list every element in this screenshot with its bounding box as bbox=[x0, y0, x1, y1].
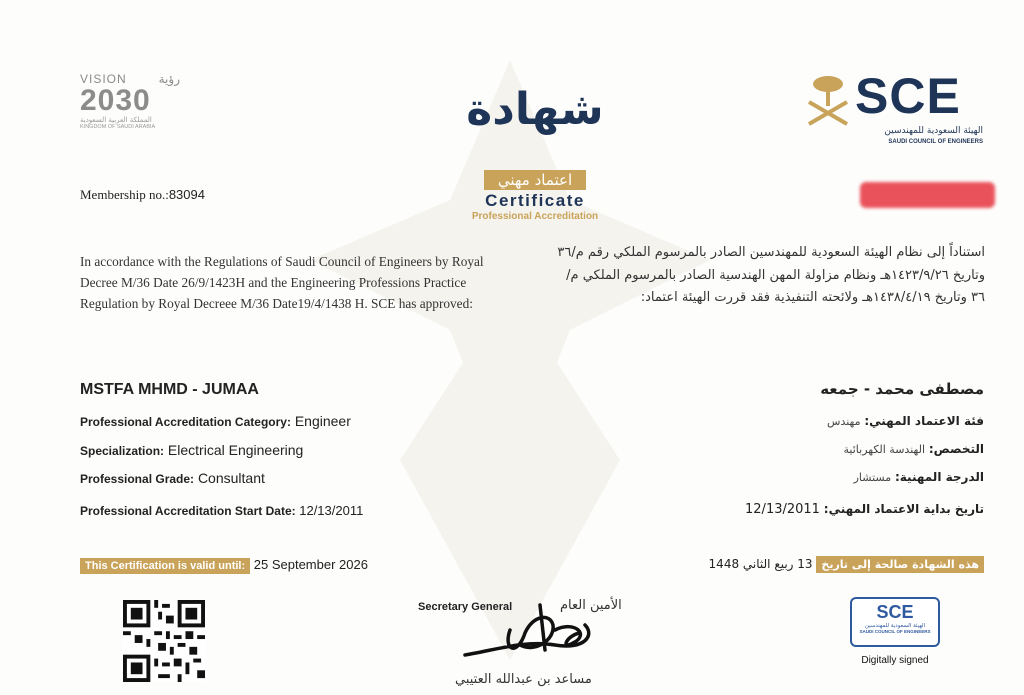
qr-code bbox=[123, 600, 205, 682]
vision-kingdom-en: KINGDOM OF SAUDI ARABIA bbox=[80, 124, 156, 130]
validity-value: 25 September 2026 bbox=[253, 557, 368, 572]
subtitle-en: Professional Accreditation bbox=[471, 211, 599, 222]
field-value-ar: 12/13/2011 bbox=[745, 502, 820, 517]
field-row bbox=[80, 470, 265, 486]
sce-name-ar: الهيئة السعودية للمهندسين bbox=[884, 126, 983, 136]
field-value-ar: مهندس bbox=[827, 415, 861, 428]
membership-label: Membership no.: bbox=[80, 187, 169, 202]
validity-label-ar: هذه الشهادة صالحة إلى تاريخ bbox=[816, 556, 984, 573]
stamp-name-en: SAUDI COUNCIL OF ENGINEERS bbox=[859, 629, 931, 634]
intro-en: In accordance with the Regulations of Saudi Council of Engineers by Royal Decree M/36 Date 26/9/1423H and the Engineering Professions Practice Regulation by Royal Decreee M/36 Date19/4/1438 H. SCE has approved: bbox=[80, 254, 484, 311]
field-row-ar bbox=[854, 470, 984, 484]
membership-line bbox=[80, 187, 205, 203]
validity-en bbox=[80, 557, 368, 572]
field-row-ar bbox=[745, 502, 984, 517]
stamp-name-ar: الهيئة السعودية للمهندسين bbox=[864, 623, 926, 629]
field-value: Consultant bbox=[197, 470, 265, 486]
vision-ar: رؤية bbox=[158, 72, 180, 86]
field-row-ar bbox=[844, 442, 985, 456]
subtitle-ar: اعتماد مهني bbox=[484, 170, 586, 190]
sce-abbr: SCE bbox=[855, 68, 961, 124]
field-value: Engineer bbox=[294, 413, 351, 429]
field-value-ar: مستشار bbox=[853, 471, 892, 484]
vision-kingdom-ar: المملكة العربية السعودية bbox=[80, 116, 152, 124]
title-en: Certificate bbox=[485, 191, 585, 210]
digitally-signed-caption: Digitally signed bbox=[861, 655, 929, 666]
validity-ar bbox=[709, 557, 984, 571]
digital-stamp bbox=[850, 597, 940, 647]
redaction-mark bbox=[860, 182, 995, 208]
validity-value-ar: 13 ربيع الثاني 1448 bbox=[708, 557, 813, 571]
field-row bbox=[80, 442, 303, 458]
field-value: Electrical Engineering bbox=[167, 442, 304, 458]
signature-scribble bbox=[455, 595, 605, 670]
field-value: 12/13/2011 bbox=[299, 503, 364, 518]
field-label: Specialization: bbox=[80, 444, 165, 458]
holder-name-ar: مصطفى محمد - جمعه bbox=[820, 380, 984, 398]
signature-name-ar: مساعد بن عبدالله العتيبي bbox=[455, 672, 592, 687]
validity-label: This Certification is valid until: bbox=[80, 558, 250, 574]
signature-title-ar: الأمين العام bbox=[560, 598, 622, 613]
signature-title-en: Secretary General bbox=[418, 601, 513, 613]
holder-name-en: MSTFA MHMD - JUMAA bbox=[80, 381, 259, 398]
vision-year: 2030 bbox=[80, 84, 151, 117]
title-block bbox=[440, 70, 630, 222]
vision-2030-logo bbox=[80, 72, 190, 142]
sce-name-en: SAUDI COUNCIL OF ENGINEERS bbox=[888, 139, 983, 145]
palm-swords-icon bbox=[805, 72, 851, 126]
intro-ar: استناداً إلى نظام الهيئة السعودية للمهندسين الصادر بالمرسوم الملكي رقم م/٣٦ وتاريخ ١٤٢٣/٩/٢٦هـ ونظام مزاولة المهن الهندسية الصادر بالمرسوم الملكي م/٣٦ وتاريخ ١٤٣٨/٤/١٩هـ ولائحته التنفيذية فقد قررت الهيئة اعتماد: bbox=[557, 245, 985, 305]
field-label-ar: الدرجة المهنية: bbox=[894, 470, 984, 484]
field-row bbox=[80, 413, 351, 429]
vision-en: VISION bbox=[80, 72, 127, 86]
title-ar: شهادة bbox=[466, 84, 604, 135]
field-row-ar bbox=[827, 414, 984, 428]
stamp-abbr: SCE bbox=[876, 602, 914, 622]
field-label: Professional Accreditation Category: bbox=[80, 415, 291, 429]
field-value-ar: الهندسة الكهربائية bbox=[843, 443, 925, 456]
field-label: Professional Accreditation Start Date: bbox=[80, 504, 296, 518]
field-label: Professional Grade: bbox=[80, 472, 195, 486]
field-label-ar: التخصص: bbox=[928, 442, 984, 456]
membership-value: 83094 bbox=[168, 187, 205, 202]
field-row bbox=[80, 503, 363, 518]
sce-logo bbox=[805, 68, 985, 152]
field-label-ar: تاريخ بداية الاعتماد المهني: bbox=[823, 502, 984, 516]
field-label-ar: فئة الاعتماد المهني: bbox=[864, 414, 984, 428]
